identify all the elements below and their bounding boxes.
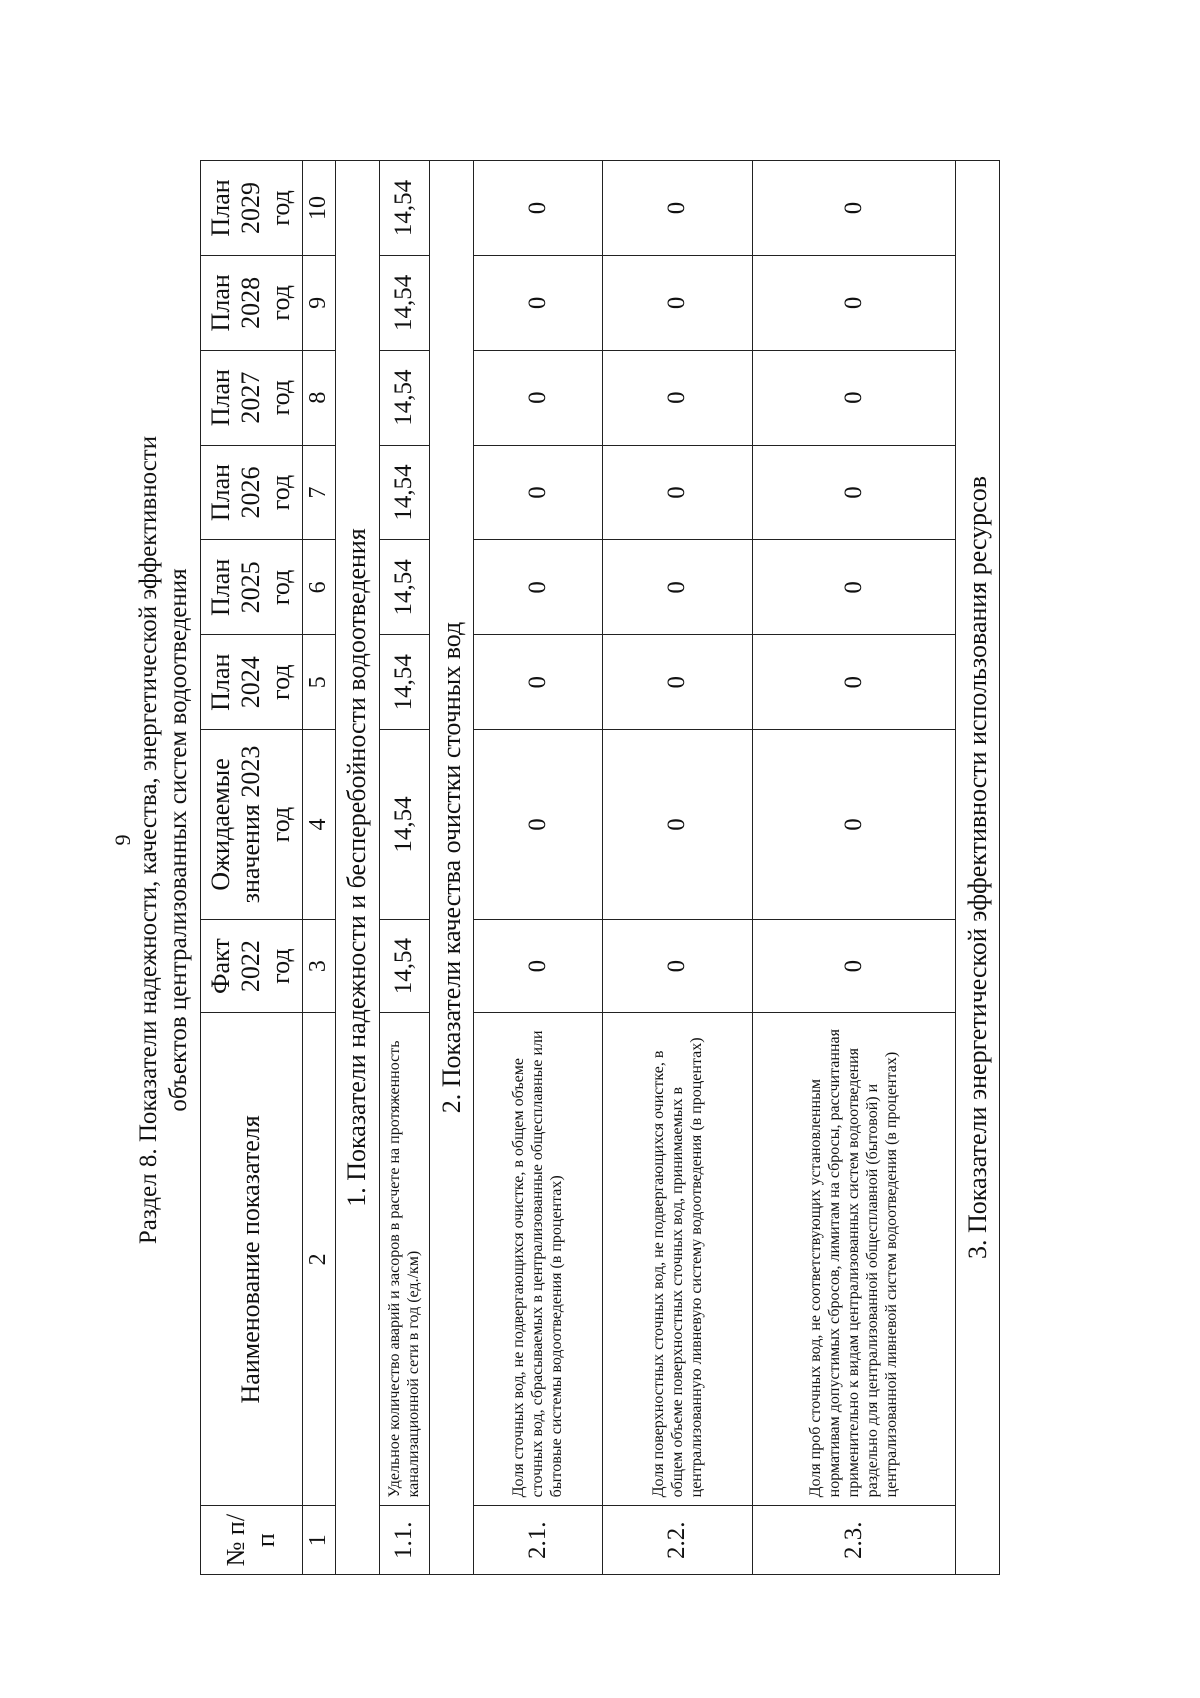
value-plan-2024: 0 [474, 635, 603, 730]
column-index: 9 [302, 255, 335, 350]
header-plan-2028: План 2028 год [201, 255, 303, 350]
header-plan-2026: План 2026 год [201, 445, 303, 540]
value-plan-2026: 14,54 [379, 445, 429, 540]
section-heading-1: 1. Показатели надежности и бесперебойности водоотведения [335, 161, 379, 1575]
value-plan-2024: 14,54 [379, 635, 429, 730]
value-plan-2025: 0 [474, 540, 603, 635]
value-expected-2023: 14,54 [379, 730, 429, 920]
rotated-document-page [100, 90, 1020, 1590]
value-plan-2029: 0 [474, 161, 603, 256]
row-number: 1.1. [379, 1506, 429, 1575]
row-number: 2.1. [474, 1506, 603, 1575]
value-fact-2022: 0 [602, 919, 752, 1013]
indicator-name: Доля проб сточных вод, не соответствующих установленным нормативам допустимых сбросов, лимитам на сбросы, рассчитанная применительно к видам централизованных систем водоотведения раздельно для централизованной общесплавной (бытовой) и централизованной ливневой систем водоотведения (в процентах) [752, 1013, 955, 1506]
column-index: 6 [302, 540, 335, 635]
value-plan-2026: 0 [602, 445, 752, 540]
column-index: 5 [302, 635, 335, 730]
section-heading-row [335, 161, 379, 1575]
header-plan-2024: План 2024 год [201, 635, 303, 730]
value-plan-2027: 14,54 [379, 350, 429, 445]
value-plan-2026: 0 [474, 445, 603, 540]
table-row [379, 161, 429, 1575]
header-plan-2027: План 2027 год [201, 350, 303, 445]
column-index: 1 [302, 1506, 335, 1575]
section-title-line-1: Раздел 8. Показатели надежности, качества, энергетической эффективности [135, 435, 162, 1245]
indicators-table [200, 160, 1000, 1575]
row-number: 2.2. [602, 1506, 752, 1575]
header-plan-2029: План 2029 год [201, 161, 303, 256]
section-heading-row [956, 161, 1000, 1575]
value-plan-2028: 0 [474, 255, 603, 350]
indicator-name: Доля сточных вод, не подвергающихся очистке, в общем объеме сточных вод, сбрасываемых в централизованные общесплавные или бытовые системы водоотведения (в процентах) [474, 1013, 603, 1506]
table-header-row [201, 161, 303, 1575]
value-expected-2023: 0 [474, 730, 603, 920]
value-plan-2027: 0 [752, 350, 955, 445]
header-expected-2023: Ожидаемые значения 2023 год [201, 730, 303, 920]
value-expected-2023: 0 [602, 730, 752, 920]
column-index: 4 [302, 730, 335, 920]
header-plan-2025: План 2025 год [201, 540, 303, 635]
column-index: 7 [302, 445, 335, 540]
indicator-name: Удельное количество аварий и засоров в расчете на протяженность канализационной сети в год (ед./км) [379, 1013, 429, 1506]
page-number: 9 [110, 834, 135, 846]
section-heading-row [430, 161, 474, 1575]
column-index-row [302, 161, 335, 1575]
table-row [602, 161, 752, 1575]
value-plan-2028: 14,54 [379, 255, 429, 350]
header-num: № п/п [201, 1506, 303, 1575]
section-title [134, 90, 194, 1590]
value-plan-2029: 14,54 [379, 161, 429, 256]
value-plan-2027: 0 [602, 350, 752, 445]
header-name: Наименование показателя [201, 1013, 303, 1506]
value-plan-2028: 0 [752, 255, 955, 350]
section-title-line-2: объектов централизованных систем водоотведения [165, 568, 192, 1112]
value-plan-2024: 0 [752, 635, 955, 730]
value-plan-2029: 0 [752, 161, 955, 256]
section-heading-3: 3. Показатели энергетической эффективности использования ресурсов [956, 161, 1000, 1575]
value-plan-2026: 0 [752, 445, 955, 540]
value-plan-2025: 0 [752, 540, 955, 635]
value-fact-2022: 14,54 [379, 919, 429, 1013]
header-fact-2022: Факт 2022 год [201, 919, 303, 1013]
value-plan-2024: 0 [602, 635, 752, 730]
section-heading-2: 2. Показатели качества очистки сточных вод [430, 161, 474, 1575]
value-plan-2028: 0 [602, 255, 752, 350]
value-fact-2022: 0 [474, 919, 603, 1013]
value-plan-2027: 0 [474, 350, 603, 445]
column-index: 8 [302, 350, 335, 445]
value-plan-2025: 0 [602, 540, 752, 635]
value-plan-2029: 0 [602, 161, 752, 256]
value-plan-2025: 14,54 [379, 540, 429, 635]
table-row [752, 161, 955, 1575]
column-index: 3 [302, 919, 335, 1013]
table-row [474, 161, 603, 1575]
row-number: 2.3. [752, 1506, 955, 1575]
column-index: 10 [302, 161, 335, 256]
indicator-name: Доля поверхностных сточных вод, не подвергающихся очистке, в общем объеме поверхностных сточных вод, принимаемых в централизованную ливневую систему водоотведения (в процентах) [602, 1013, 752, 1506]
value-fact-2022: 0 [752, 919, 955, 1013]
column-index: 2 [302, 1013, 335, 1506]
value-expected-2023: 0 [752, 730, 955, 920]
